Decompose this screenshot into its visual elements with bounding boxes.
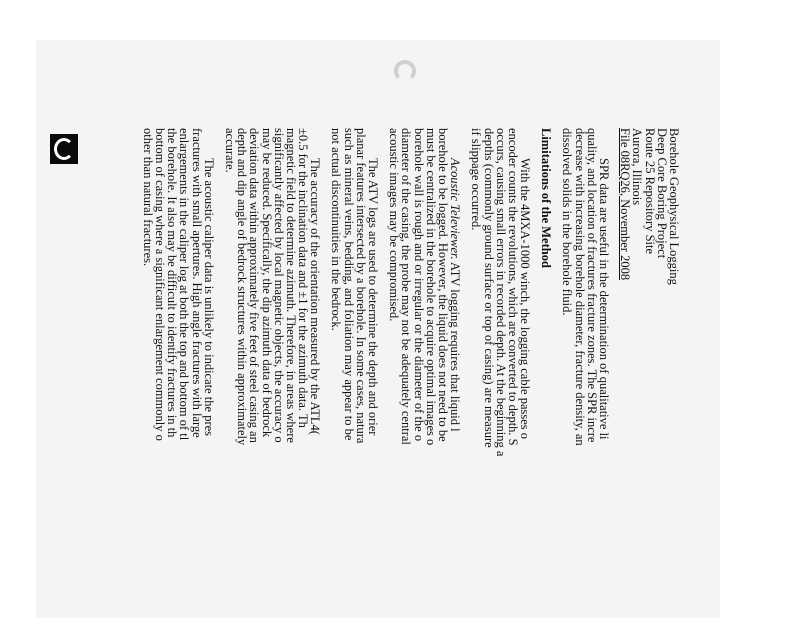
text-line: enlargements in the caliper log at both the top and bottom of tl <box>177 128 192 441</box>
text-line: if slippage occurred. <box>469 128 484 231</box>
text-line: borehole wall is rough and or irregular or the diameter of the o <box>411 128 426 442</box>
text-line: With the 4MXA-1000 winch, the logging cable passes o <box>518 158 533 440</box>
punch-hole-mark <box>394 60 416 82</box>
text-line: decrease with increasing borehole diameter, fracture density, an <box>572 128 587 446</box>
binder-hole-mark <box>50 134 78 164</box>
subsection-lead: Acoustic Televiewer. <box>448 158 463 260</box>
paragraph-spr <box>561 128 610 628</box>
text-line: acoustic images may be compromised. <box>387 128 402 322</box>
header-line: Borehole Geophysical Logging <box>667 128 681 285</box>
text-line: The accuracy of the orientation measured by the ATL4( <box>308 158 323 435</box>
header-line: Aurora, Illinois <box>630 128 645 206</box>
text-line: ±0.5 for the inclination data and ±1 for the azimuth data. Th <box>296 128 311 428</box>
text-line: significantly affected by local magnetic objects, the accuracy o <box>271 128 286 443</box>
text-line: deviation data within approximately five feet of steel casing an <box>247 128 262 443</box>
text-line: such as mineral veins, bedding, and foliation may appear to be <box>341 128 356 441</box>
text-line: magnetic field to determine azimuth. Therefore, in areas where <box>283 128 298 443</box>
text-line: occurs, causing small errors in recorded depth. At the beginning a <box>493 128 508 457</box>
text-line: other than natural fractures. <box>140 128 155 267</box>
paragraph-atv <box>388 128 461 628</box>
text-line: dissolved solids in the borehole fluid. <box>560 128 575 316</box>
paragraph-caliper <box>142 128 215 628</box>
text-line: bottom of casing where a significant enlargement commonly o <box>153 128 168 441</box>
text-line: accurate. <box>223 128 237 173</box>
text-line: SPR data are useful in the determination of qualitative li <box>597 158 612 440</box>
text-line: diameter of the casing, the probe may not be adequately central <box>399 128 414 445</box>
text-line: may be reduced. Specifically, the dip azimuth data of bedrock <box>259 128 274 438</box>
section-heading: Limitations of the Method <box>539 128 554 268</box>
text-line: borehole to be logged. However, the liquid does not need to be <box>436 128 450 442</box>
header-file-line <box>619 128 631 628</box>
text-line-rest: ATV logging requires that liquid l <box>448 262 463 432</box>
rotated-document-text <box>140 128 681 628</box>
text-line: encoder counts the revolutions, which are converted to depth. S <box>505 128 520 446</box>
paragraph-accuracy <box>224 128 322 628</box>
paragraph-planar <box>330 128 379 628</box>
text-line <box>449 128 461 628</box>
text-line: planar features intersected by a borehole. In some cases, natura <box>353 128 368 444</box>
file-number: File 08RQ26 <box>618 128 633 193</box>
document-header <box>619 128 680 628</box>
text-line: quality, and location of fractures fracture zones. The SPR incre <box>584 128 599 443</box>
text-line: must be centralized in the borehole to acquire optimal images o <box>423 128 438 446</box>
text-line: The ATV logs are used to determine the depth and orier <box>366 158 381 436</box>
text-line: depth and dip angle of bedrock structures within approximately <box>235 128 250 446</box>
text-line: the borehole. It also may be difficult to identify fractures in th <box>165 128 180 438</box>
header-line: Deep Core Boring Project <box>654 128 669 259</box>
text-line: depths (commonly ground surface or top of casing) are measure <box>481 128 496 448</box>
paragraph-winch <box>470 128 531 628</box>
text-line: fractures with small apertures. High angle fractures with large <box>189 128 204 438</box>
text-line: The acoustic caliper data is unlikely to indicate the pres <box>201 158 216 437</box>
file-date: , November 2008 <box>618 192 633 281</box>
text-line: not actual discontinuities in the bedrock. <box>329 128 344 331</box>
header-line: Route 25 Repository Site <box>642 128 657 255</box>
